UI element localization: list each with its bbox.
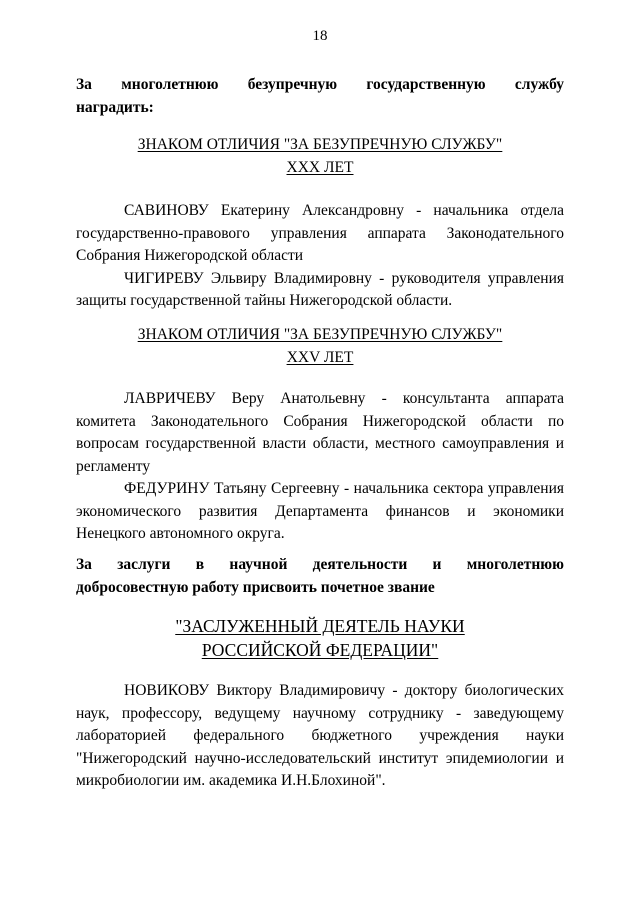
award2-heading [0, 324, 640, 369]
section1-intro [76, 74, 564, 119]
recipient-paragraph: ЛАВРИЧЕВУ Веру Анатольевну - консультанта аппарата комитета Законодательного Собрания Нижегородской области по вопросам государственной власти области, местного самоуправления и регламенту [76, 390, 564, 475]
section1-intro-line2: наградить: [76, 98, 154, 116]
award1-recipients [76, 200, 564, 313]
section2-intro-line2: добросовестную работу присвоить почетное звание [76, 578, 435, 596]
award2-recipients [76, 388, 564, 546]
section1-intro-line1: За многолетнюю безупречную государственную службу [76, 76, 564, 93]
honorary-title-heading [0, 614, 640, 662]
recipient-paragraph: ЧИГИРЕВУ Эльвиру Владимировну - руководителя управления защиты государственной тайны Нижегородской области. [76, 269, 564, 309]
section2-intro [76, 554, 564, 599]
honorary-title-line1: "ЗАСЛУЖЕННЫЙ ДЕЯТЕЛЬ НАУКИ [175, 616, 465, 636]
recipient-paragraph: НОВИКОВУ Виктору Владимировичу - доктору биологических наук, профессору, ведущему научному сотруднику - заведующему лабораторией федерального бюджетного учреждения науки "Нижегородский научно-исследовательский институт эпидемиологии и микробиологии им. академика И.Н.Блохиной". [76, 682, 564, 789]
award2-title-line2: XXV ЛЕТ [286, 348, 354, 366]
recipient-paragraph: ФЕДУРИНУ Татьяну Сергеевну - начальника сектора управления экономического развития Департамента финансов и экономики Ненецкого автономного округа. [76, 480, 564, 542]
honorary-recipients [76, 680, 564, 793]
honorary-title-line2: РОССИЙСКОЙ ФЕДЕРАЦИИ" [201, 640, 439, 660]
page-number: 18 [312, 28, 328, 44]
award1-title-line2: XXX ЛЕТ [286, 158, 354, 176]
award1-heading [0, 134, 640, 179]
recipient-paragraph: САВИНОВУ Екатерину Александровну - начальника отдела государственно-правового управления аппарата Законодательного Собрания Нижегородской области [76, 202, 564, 264]
award1-title-line1: ЗНАКОМ ОТЛИЧИЯ "ЗА БЕЗУПРЕЧНУЮ СЛУЖБУ" [137, 136, 503, 153]
section2-intro-line1: За заслуги в научной деятельности и многолетнюю [76, 556, 564, 573]
award2-title-line1: ЗНАКОМ ОТЛИЧИЯ "ЗА БЕЗУПРЕЧНУЮ СЛУЖБУ" [137, 326, 503, 343]
